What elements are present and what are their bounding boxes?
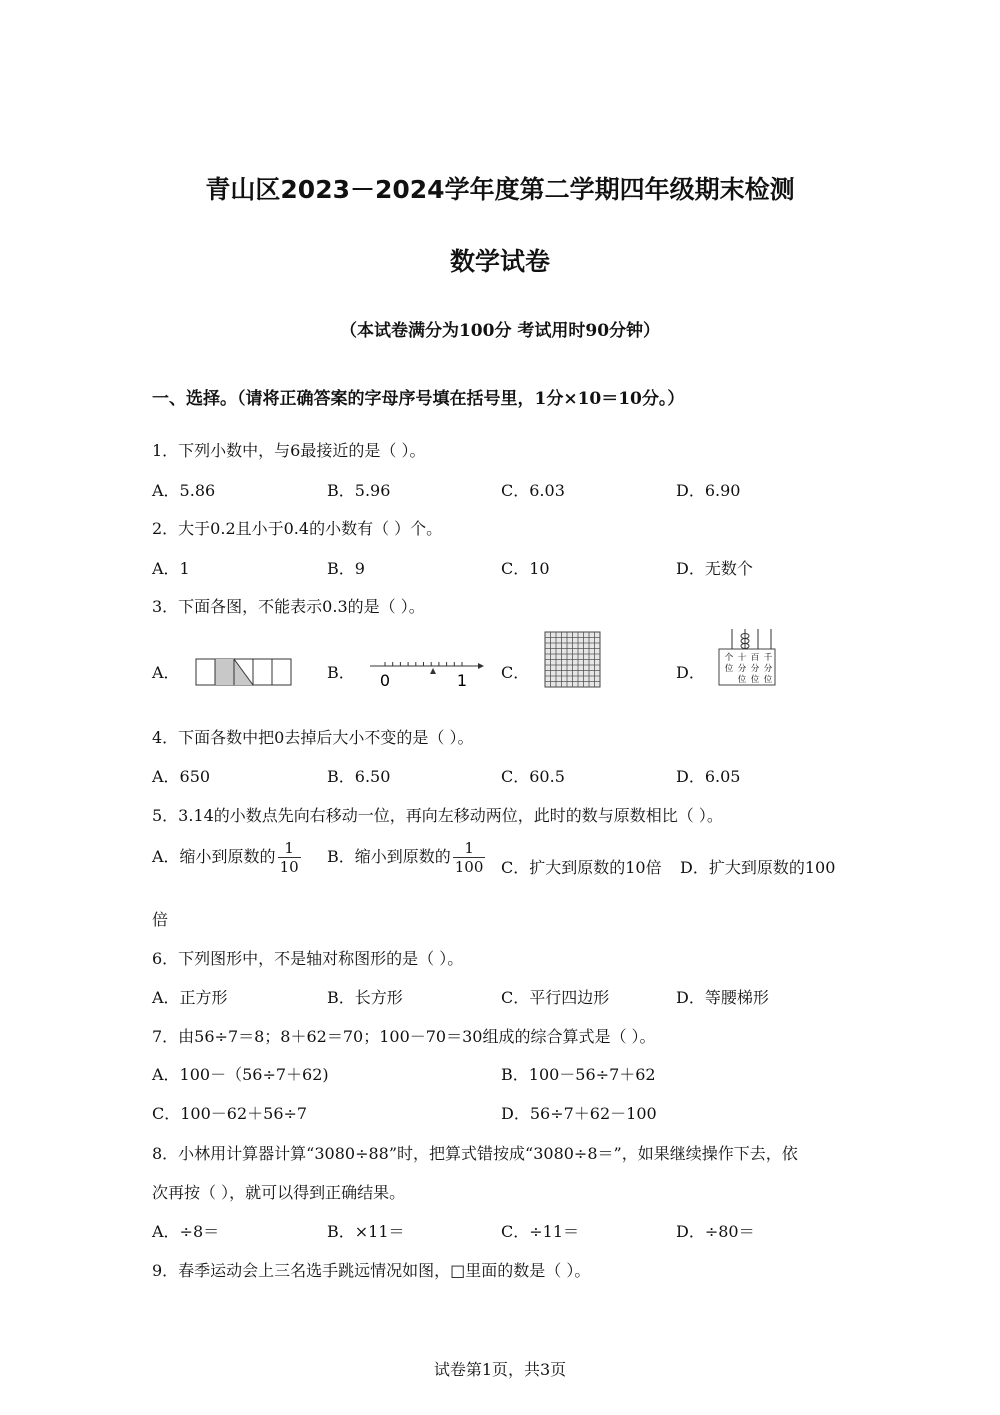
question-7-stem: 7．由56÷7＝8；8＋62＝70；100－70＝30组成的综合算式是（ ）。 [152,1027,656,1046]
q2-option-b: B．9 [327,559,365,578]
q6-option-a: A．正方形 [152,988,228,1007]
fraction-denominator: 10 [279,858,299,876]
abacus-label: 十 [737,653,747,663]
q1-option-a: A．5.86 [152,481,216,500]
q1-option-c: C．6.03 [501,481,565,500]
abacus-label: 位 [737,675,747,685]
question-8-stem-cont: 次再按（ ），就可以得到正确结果。 [152,1183,406,1202]
q3-option-a: A． [152,663,180,682]
q4-option-a: A．650 [152,767,211,786]
q7-option-c: C．100－62＋56÷7 [152,1104,308,1123]
q2-option-c: C．10 [501,559,550,578]
q4-option-c: C．60.5 [501,767,565,786]
q5-option-d: D．扩大到原数的100 [680,858,836,877]
fraction-denominator: 100 [454,858,484,876]
abacus-label: 个 [724,653,734,663]
q6-option-d: D．等腰梯形 [676,988,769,1007]
abacus-label: 百 [750,653,760,663]
q5-option-a [152,839,303,876]
abacus-label: 位 [750,675,760,685]
q5-option-c: C．扩大到原数的10倍 [501,858,662,877]
q5-option-b-text: B．缩小到原数的 [327,847,451,866]
q5-option-a-text: A．缩小到原数的 [152,847,276,866]
q2-option-d: D．无数个 [676,559,753,578]
number-line-label-0: 0 [379,671,391,690]
q4-option-d: D．6.05 [676,767,741,786]
q4-option-b: B．6.50 [327,767,391,786]
q8-option-b: B．×11＝ [327,1222,405,1241]
page-footer: 试卷第1页，共3页 [433,1360,567,1379]
question-6-stem: 6．下列图形中，不是轴对称图形的是（ ）。 [152,949,464,968]
abacus-label: 分 [763,664,773,674]
question-9-stem: 9．春季运动会上三名选手跳远情况如图，□里面的数是（ ）。 [152,1261,591,1280]
q5-option-b [327,839,487,876]
question-8-stem: 8．小林用计算器计算“3080÷88”时，把算式错按成“3080÷8＝”，如果继续操作下去，依 [152,1144,798,1163]
question-5-stem: 5．3.14的小数点先向右移动一位，再向左移动两位，此时的数与原数相比（ ）。 [152,806,723,825]
number-line-label-1: 1 [456,671,468,690]
page-title: 青山区2023－2024学年度第二学期四年级期末检测 [205,175,795,204]
q3-option-c: C． [501,663,530,682]
section-heading: 一、选择。（请将正确答案的字母序号填在括号里，1分×10＝10分。） [152,389,685,409]
fraction-numerator: 1 [464,839,474,857]
fraction [278,839,301,876]
abacus-label: 分 [737,664,747,674]
arrow-marker-icon [430,668,436,674]
q7-option-d: D．56÷7＋62－100 [501,1104,657,1123]
q5-option-d-wrap: 倍 [152,910,169,929]
fraction-strip-figure [195,658,295,688]
question-4-stem: 4．下面各数中把0去掉后大小不变的是（ ）。 [152,728,474,747]
fraction [453,839,486,876]
abacus-label: 分 [750,664,760,674]
q3-option-b: B． [327,663,355,682]
q7-option-b: B．100－56÷7＋62 [501,1065,656,1084]
q6-option-b: B．长方形 [327,988,403,1007]
abacus-figure [718,627,778,687]
exam-note: （本试卷满分为100分 考试用时90分钟） [339,321,661,341]
question-3-stem: 3．下面各图，不能表示0.3的是（ ）。 [152,597,425,616]
page-subtitle: 数学试卷 [449,247,550,276]
q2-option-a: A．1 [152,559,190,578]
q8-option-a: A．÷8＝ [152,1222,220,1241]
q6-option-c: C．平行四边形 [501,988,610,1007]
fraction-numerator: 1 [284,839,294,857]
question-1-stem: 1．下列小数中，与6最接近的是（ ）。 [152,441,426,460]
hundred-grid-figure [544,631,602,688]
question-2-stem: 2．大于0.2且小于0.4的小数有（ ）个。 [152,519,443,538]
abacus-label: 位 [763,675,773,685]
q8-option-c: C．÷11＝ [501,1222,580,1241]
q8-option-d: D．÷80＝ [676,1222,755,1241]
q3-option-d: D． [676,663,705,682]
q1-option-b: B．5.96 [327,481,391,500]
abacus-label: 千 [763,653,773,663]
q1-option-d: D．6.90 [676,481,741,500]
number-line-figure [368,654,484,690]
q7-option-a: A．100－（56÷7＋62) [152,1065,329,1084]
abacus-label: 位 [724,664,734,674]
